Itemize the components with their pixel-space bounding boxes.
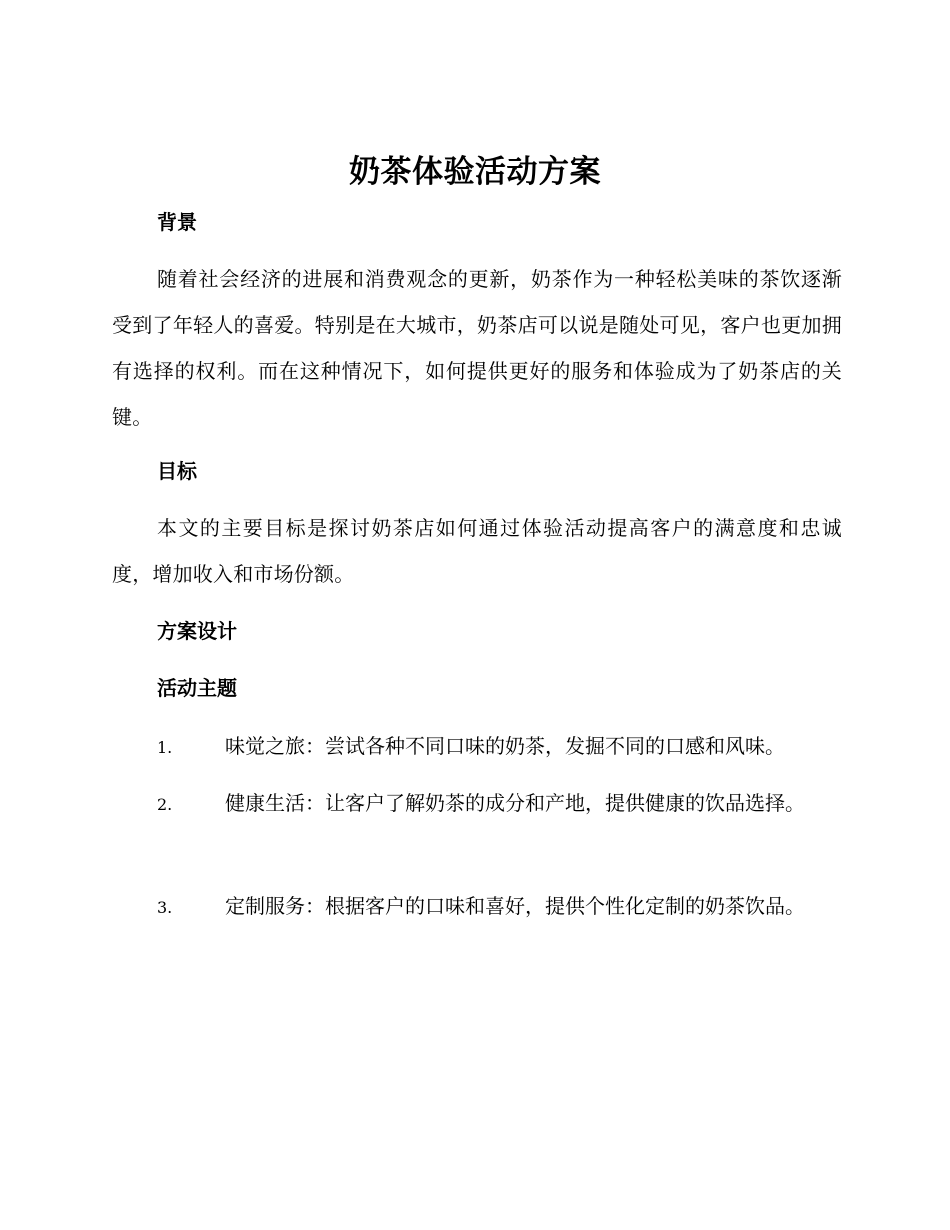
list-item-number: 3. [157,898,173,917]
list-item [112,723,842,771]
list-item [112,780,842,828]
list-item-text: 定制服务：根据客户的口味和喜好，提供个性化定制的奶茶饮品。 [225,894,805,918]
list-item [112,883,842,931]
list-item-number: 1. [157,738,173,757]
document-title: 奶茶体验活动方案 [349,154,601,190]
list-item-text: 健康生活：让客户了解奶茶的成分和产地，提供健康的饮品选择。 [225,791,805,815]
goal-paragraph: 本文的主要目标是探讨奶茶店如何通过体验活动提高客户的满意度和忠诚度，增加收入和市场份额。 [112,516,842,586]
section-heading-plan-design: 方案设计 [157,619,237,643]
list-item-number: 2. [157,795,173,814]
section-heading-background: 背景 [157,210,197,234]
list-item-text: 味觉之旅：尝试各种不同口味的奶茶，发掘不同的口感和风味。 [225,734,785,758]
section-heading-activity-theme: 活动主题 [157,676,237,700]
section-heading-goal: 目标 [157,459,197,483]
background-paragraph: 随着社会经济的进展和消费观念的更新，奶茶作为一种轻松美味的茶饮逐渐受到了年轻人的喜爱。特别是在大城市，奶茶店可以说是随处可见，客户也更加拥有选择的权利。而在这种情况下，如何提供更好的服务和体验成为了奶茶店的关键。 [112,267,842,429]
